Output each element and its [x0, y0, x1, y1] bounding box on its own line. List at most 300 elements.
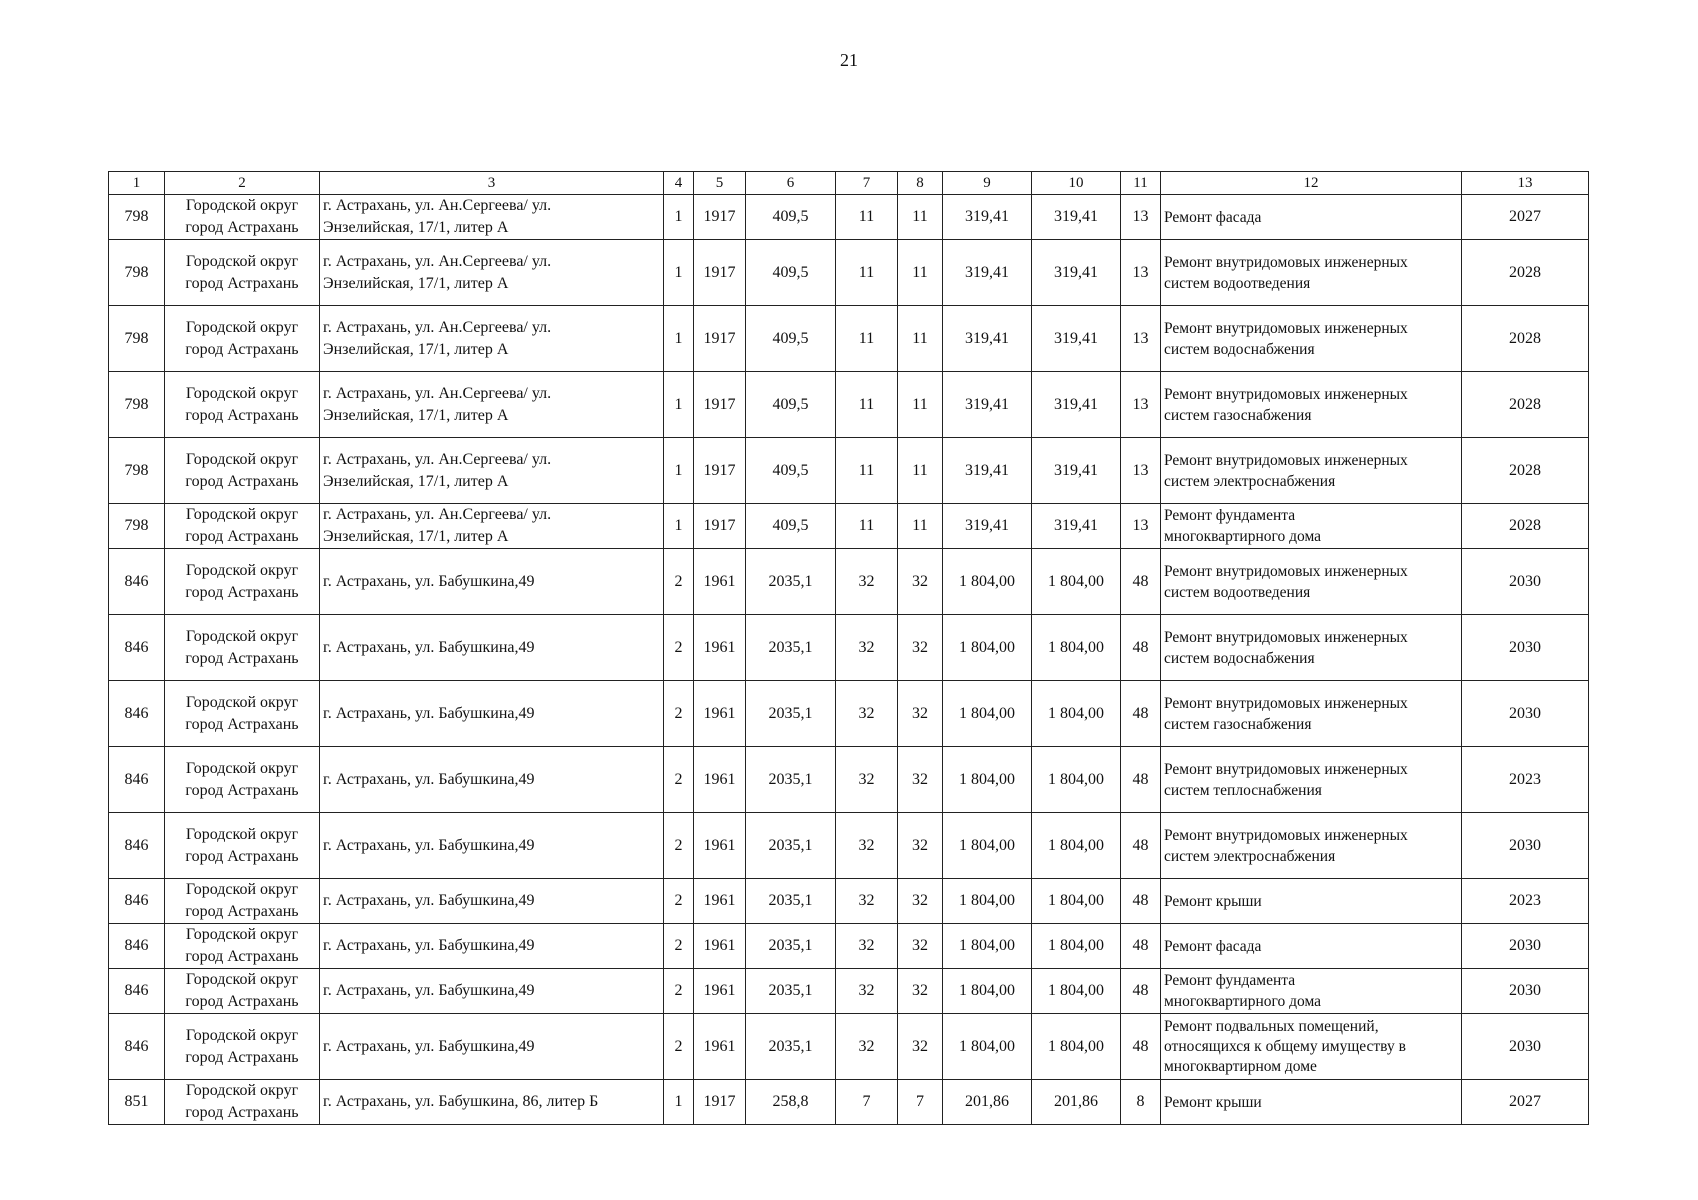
- col10-cell-line: 1 804,00: [1048, 937, 1104, 954]
- area-cell-line: 2035,1: [768, 638, 813, 656]
- column-header: 12: [1161, 172, 1462, 195]
- address-cell-line: г. Астрахань, ул. Бабушкина,49: [323, 982, 535, 999]
- col9-cell: [943, 372, 1032, 438]
- col10-cell: [1032, 969, 1121, 1014]
- col9-cell: [943, 306, 1032, 372]
- municipality-cell-line: Городской округ: [185, 450, 299, 468]
- area-cell: [746, 813, 836, 879]
- col9-cell-line: 1 804,00: [959, 892, 1015, 909]
- work-type-cell-line: систем электроснабжения: [1164, 472, 1336, 490]
- col8-cell-line: 32: [912, 704, 928, 722]
- col9-cell: [943, 1080, 1032, 1125]
- col4-cell-line: 2: [674, 770, 683, 788]
- year-cell: [694, 879, 746, 924]
- col8-cell-line: 32: [912, 937, 928, 954]
- address-cell: [320, 924, 664, 969]
- area-cell-line: 409,5: [772, 329, 809, 347]
- col11-cell-line: 8: [1136, 1093, 1145, 1110]
- plan-year-cell-line: 2030: [1509, 572, 1541, 590]
- col9-cell-line: 1 804,00: [959, 937, 1015, 954]
- col8-cell-line: 32: [912, 638, 928, 656]
- work-type-cell: [1161, 549, 1462, 615]
- year-cell-line: 1961: [703, 937, 736, 954]
- col9-cell: [943, 438, 1032, 504]
- col7-cell-line: 32: [858, 836, 875, 854]
- table-row: [109, 879, 1589, 924]
- col4-cell: [664, 306, 694, 372]
- col7-cell-line: 32: [858, 892, 875, 909]
- municipality-cell-line: город Астрахань: [185, 406, 299, 424]
- municipality-cell-line: город Астрахань: [185, 1104, 299, 1121]
- work-type-cell: [1161, 240, 1462, 306]
- col4-cell: [664, 681, 694, 747]
- col8-cell: [898, 813, 943, 879]
- col4-cell: [664, 969, 694, 1014]
- address-cell-line: Энзелийская, 17/1, литер А: [323, 406, 509, 424]
- year-cell-line: 1961: [703, 770, 736, 788]
- row-number-cell: [109, 615, 165, 681]
- year-cell: [694, 306, 746, 372]
- col9-cell-line: 319,41: [965, 263, 1009, 281]
- col10-cell-line: 319,41: [1054, 329, 1098, 347]
- col4-cell-line: 2: [674, 937, 683, 954]
- col10-cell: [1032, 1080, 1121, 1125]
- plan-year-cell-line: 2028: [1509, 517, 1541, 534]
- area-cell-line: 2035,1: [768, 704, 813, 722]
- plan-year-cell-line: 2027: [1509, 208, 1541, 225]
- plan-year-cell: [1462, 549, 1589, 615]
- municipality-cell-line: Городской округ: [185, 384, 299, 402]
- plan-year-cell-line: 2030: [1509, 704, 1541, 722]
- address-cell: [320, 747, 664, 813]
- col7-cell: [836, 306, 898, 372]
- col11-cell: [1121, 924, 1161, 969]
- area-cell-line: 2035,1: [768, 1037, 813, 1055]
- address-cell-line: г. Астрахань, ул. Ан.Сергеева/ ул.: [323, 197, 552, 214]
- col7-cell-line: 11: [858, 461, 875, 479]
- col7-cell: [836, 372, 898, 438]
- col11-cell: [1121, 813, 1161, 879]
- work-type-cell: [1161, 438, 1462, 504]
- municipality-cell-line: город Астрахань: [185, 219, 299, 236]
- year-cell: [694, 438, 746, 504]
- col7-cell: [836, 549, 898, 615]
- work-type-cell: [1161, 372, 1462, 438]
- plan-year-cell: [1462, 681, 1589, 747]
- col10-cell: [1032, 681, 1121, 747]
- area-cell: [746, 372, 836, 438]
- col10-cell-line: 319,41: [1054, 395, 1098, 413]
- page-number: 21: [840, 50, 858, 70]
- address-cell: [320, 372, 664, 438]
- col8-cell: [898, 195, 943, 240]
- area-cell-line: 409,5: [772, 263, 809, 281]
- col11-cell: [1121, 1080, 1161, 1125]
- col9-cell: [943, 195, 1032, 240]
- address-cell-line: Энзелийская, 17/1, литер А: [323, 528, 509, 545]
- col7-cell: [836, 195, 898, 240]
- col7-cell: [836, 240, 898, 306]
- row-number-cell-line: 846: [124, 982, 149, 999]
- plan-year-cell-line: 2028: [1509, 263, 1541, 281]
- col11-cell-line: 48: [1132, 1037, 1149, 1055]
- plan-year-cell: [1462, 615, 1589, 681]
- col11-cell-line: 13: [1132, 395, 1149, 413]
- municipality-cell: [165, 924, 320, 969]
- plan-year-cell-line: 2023: [1509, 892, 1541, 909]
- col4-cell-line: 1: [674, 517, 683, 534]
- col11-cell: [1121, 615, 1161, 681]
- col10-cell-line: 319,41: [1054, 208, 1098, 225]
- work-type-cell-line: многоквартирного дома: [1164, 528, 1322, 545]
- address-cell: [320, 681, 664, 747]
- area-cell: [746, 879, 836, 924]
- col8-cell-line: 11: [912, 329, 928, 347]
- col8-cell-line: 7: [916, 1093, 924, 1110]
- row-number-cell-line: 798: [124, 517, 149, 534]
- col10-cell: [1032, 504, 1121, 549]
- row-number-cell-line: 851: [124, 1093, 149, 1110]
- col11-cell-line: 48: [1132, 638, 1149, 656]
- col8-cell-line: 11: [912, 263, 928, 281]
- row-number-cell: [109, 879, 165, 924]
- col7-cell-line: 32: [858, 704, 875, 722]
- col9-cell-line: 319,41: [965, 329, 1009, 347]
- col11-cell-line: 48: [1132, 937, 1149, 954]
- col10-cell-line: 1 804,00: [1048, 572, 1104, 590]
- row-number-cell: [109, 504, 165, 549]
- year-cell-line: 1961: [703, 704, 736, 722]
- column-header: 11: [1121, 172, 1161, 195]
- col8-cell: [898, 924, 943, 969]
- col11-cell-line: 48: [1132, 982, 1149, 999]
- municipality-cell-line: Городской округ: [185, 881, 299, 898]
- municipality-cell-line: Городской округ: [185, 318, 299, 336]
- col8-cell: [898, 240, 943, 306]
- row-number-cell-line: 846: [124, 638, 149, 656]
- col7-cell: [836, 747, 898, 813]
- plan-year-cell: [1462, 879, 1589, 924]
- col9-cell: [943, 747, 1032, 813]
- col8-cell: [898, 1080, 943, 1125]
- address-cell-line: Энзелийская, 17/1, литер А: [323, 340, 509, 358]
- col4-cell: [664, 1080, 694, 1125]
- plan-year-cell: [1462, 195, 1589, 240]
- municipality-cell-line: город Астрахань: [185, 472, 299, 490]
- address-cell: [320, 615, 664, 681]
- plan-year-cell-line: 2023: [1509, 770, 1541, 788]
- work-type-cell: [1161, 195, 1462, 240]
- col11-cell-line: 13: [1132, 329, 1149, 347]
- municipality-cell-line: Городской округ: [185, 693, 299, 711]
- plan-year-cell-line: 2028: [1509, 329, 1541, 347]
- col11-cell-line: 48: [1132, 770, 1149, 788]
- column-header: 1: [109, 172, 165, 195]
- col10-cell: [1032, 879, 1121, 924]
- area-cell-line: 2035,1: [768, 982, 813, 999]
- year-cell-line: 1917: [703, 263, 736, 281]
- row-number-cell-line: 798: [124, 263, 149, 281]
- col9-cell-line: 201,86: [965, 1093, 1009, 1110]
- row-number-cell: [109, 747, 165, 813]
- area-cell-line: 409,5: [772, 517, 809, 534]
- address-cell: [320, 879, 664, 924]
- row-number-cell-line: 846: [124, 1037, 149, 1055]
- col9-cell-line: 1 804,00: [959, 638, 1015, 656]
- area-cell: [746, 195, 836, 240]
- municipality-cell: [165, 969, 320, 1014]
- col10-cell-line: 1 804,00: [1048, 982, 1104, 999]
- col4-cell: [664, 549, 694, 615]
- municipality-cell-line: Городской округ: [185, 926, 299, 943]
- column-header: 5: [694, 172, 746, 195]
- work-type-cell-line: систем водоснабжения: [1164, 340, 1315, 358]
- col11-cell-line: 48: [1132, 836, 1149, 854]
- work-type-cell-line: Ремонт фасада: [1164, 937, 1262, 955]
- work-type-cell-line: Ремонт внутридомовых инженерных: [1164, 760, 1408, 778]
- municipality-cell-line: город Астрахань: [185, 847, 299, 865]
- col10-cell-line: 1 804,00: [1048, 638, 1104, 656]
- col10-cell: [1032, 813, 1121, 879]
- municipality-cell: [165, 504, 320, 549]
- municipality-cell: [165, 1080, 320, 1125]
- column-header: 4: [664, 172, 694, 195]
- municipality-cell-line: Городской округ: [185, 561, 299, 579]
- col4-cell: [664, 504, 694, 549]
- col9-cell-line: 319,41: [965, 517, 1009, 534]
- work-type-cell-line: систем газоснабжения: [1164, 715, 1312, 733]
- col8-cell-line: 11: [912, 461, 928, 479]
- row-number-cell-line: 798: [124, 395, 149, 413]
- plan-year-cell: [1462, 1080, 1589, 1125]
- col7-cell-line: 11: [858, 208, 875, 225]
- row-number-cell-line: 798: [124, 208, 149, 225]
- area-cell: [746, 549, 836, 615]
- address-cell-line: г. Астрахань, ул. Бабушкина,49: [323, 572, 535, 590]
- work-type-cell-line: Ремонт фасада: [1164, 208, 1262, 226]
- column-number-row: [109, 172, 1589, 195]
- row-number-cell: [109, 438, 165, 504]
- area-cell: [746, 681, 836, 747]
- col8-cell: [898, 504, 943, 549]
- plan-year-cell-line: 2027: [1509, 1093, 1541, 1110]
- year-cell: [694, 747, 746, 813]
- col8-cell-line: 32: [912, 892, 928, 909]
- col10-cell-line: 1 804,00: [1048, 1037, 1104, 1055]
- col9-cell: [943, 1014, 1032, 1080]
- col8-cell: [898, 549, 943, 615]
- municipality-cell: [165, 615, 320, 681]
- row-number-cell-line: 846: [124, 937, 149, 954]
- work-type-cell: [1161, 969, 1462, 1014]
- col11-cell: [1121, 195, 1161, 240]
- area-cell: [746, 969, 836, 1014]
- work-type-cell: [1161, 1014, 1462, 1080]
- col7-cell: [836, 681, 898, 747]
- area-cell: [746, 747, 836, 813]
- work-type-cell-line: многоквартирного дома: [1164, 993, 1322, 1010]
- work-type-cell: [1161, 924, 1462, 969]
- col8-cell-line: 32: [912, 836, 928, 854]
- area-cell-line: 409,5: [772, 395, 809, 413]
- row-number-cell: [109, 681, 165, 747]
- work-type-cell-line: Ремонт фундамента: [1164, 507, 1296, 524]
- table-row: [109, 681, 1589, 747]
- row-number-cell: [109, 240, 165, 306]
- table-row: [109, 747, 1589, 813]
- col4-cell-line: 1: [674, 208, 683, 225]
- municipality-cell: [165, 240, 320, 306]
- work-type-cell-line: систем электроснабжения: [1164, 847, 1336, 865]
- address-cell-line: г. Астрахань, ул. Бабушкина,49: [323, 1037, 535, 1055]
- work-type-cell-line: Ремонт подвальных помещений,: [1164, 1017, 1379, 1035]
- col9-cell-line: 1 804,00: [959, 1037, 1015, 1055]
- col11-cell-line: 13: [1132, 208, 1149, 225]
- col9-cell-line: 319,41: [965, 461, 1009, 479]
- address-cell-line: г. Астрахань, ул. Ан.Сергеева/ ул.: [323, 384, 552, 402]
- address-cell: [320, 240, 664, 306]
- col4-cell: [664, 1014, 694, 1080]
- municipality-cell: [165, 438, 320, 504]
- col10-cell-line: 1 804,00: [1048, 770, 1104, 788]
- col9-cell: [943, 879, 1032, 924]
- area-cell-line: 2035,1: [768, 770, 813, 788]
- col10-cell: [1032, 195, 1121, 240]
- municipality-cell: [165, 681, 320, 747]
- col10-cell: [1032, 438, 1121, 504]
- col7-cell: [836, 1080, 898, 1125]
- col9-cell: [943, 924, 1032, 969]
- col11-cell: [1121, 240, 1161, 306]
- col11-cell-line: 48: [1132, 704, 1149, 722]
- col9-cell-line: 1 804,00: [959, 704, 1015, 722]
- table-row: [109, 306, 1589, 372]
- row-number-cell-line: 846: [124, 572, 149, 590]
- plan-year-cell-line: 2028: [1509, 461, 1541, 479]
- col7-cell: [836, 969, 898, 1014]
- col4-cell: [664, 747, 694, 813]
- col9-cell: [943, 813, 1032, 879]
- col4-cell: [664, 195, 694, 240]
- address-cell-line: Энзелийская, 17/1, литер А: [323, 219, 509, 236]
- col11-cell: [1121, 969, 1161, 1014]
- column-header: 8: [898, 172, 943, 195]
- address-cell-line: Энзелийская, 17/1, литер А: [323, 274, 509, 292]
- municipality-cell-line: город Астрахань: [185, 274, 299, 292]
- col4-cell-line: 2: [674, 1037, 683, 1055]
- year-cell: [694, 240, 746, 306]
- col4-cell-line: 1: [674, 263, 683, 281]
- municipality-cell-line: Городской округ: [185, 971, 299, 988]
- col7-cell: [836, 438, 898, 504]
- col4-cell: [664, 879, 694, 924]
- col4-cell-line: 1: [674, 461, 683, 479]
- table-row: [109, 813, 1589, 879]
- municipality-cell-line: Городской округ: [185, 759, 299, 777]
- work-type-cell-line: Ремонт внутридомовых инженерных: [1164, 628, 1408, 646]
- plan-year-cell: [1462, 306, 1589, 372]
- work-type-cell: [1161, 1080, 1462, 1125]
- work-type-cell-line: Ремонт внутридомовых инженерных: [1164, 562, 1408, 580]
- work-type-cell-line: относящихся к общему имуществу в: [1164, 1037, 1406, 1055]
- col8-cell: [898, 681, 943, 747]
- municipality-cell: [165, 195, 320, 240]
- table-body: [109, 195, 1589, 1125]
- col4-cell-line: 2: [674, 572, 683, 590]
- plan-year-cell-line: 2030: [1509, 937, 1541, 954]
- work-type-cell: [1161, 681, 1462, 747]
- row-number-cell: [109, 924, 165, 969]
- table-row: [109, 195, 1589, 240]
- col11-cell: [1121, 1014, 1161, 1080]
- col7-cell: [836, 813, 898, 879]
- col7-cell: [836, 879, 898, 924]
- col4-cell-line: 2: [674, 982, 683, 999]
- col9-cell: [943, 240, 1032, 306]
- col10-cell: [1032, 549, 1121, 615]
- col10-cell-line: 1 804,00: [1048, 704, 1104, 722]
- municipality-cell-line: Городской округ: [185, 252, 299, 270]
- area-cell-line: 2035,1: [768, 892, 813, 909]
- col10-cell: [1032, 924, 1121, 969]
- work-type-cell-line: Ремонт фундамента: [1164, 972, 1296, 989]
- municipality-cell: [165, 879, 320, 924]
- col7-cell-line: 11: [858, 329, 875, 347]
- municipality-cell-line: Городской округ: [185, 627, 299, 645]
- row-number-cell-line: 846: [124, 892, 149, 909]
- col9-cell: [943, 504, 1032, 549]
- area-cell: [746, 1080, 836, 1125]
- address-cell: [320, 813, 664, 879]
- year-cell-line: 1917: [703, 461, 736, 479]
- col7-cell-line: 32: [858, 937, 875, 954]
- table-row: [109, 504, 1589, 549]
- row-number-cell: [109, 813, 165, 879]
- work-type-cell: [1161, 813, 1462, 879]
- plan-year-cell: [1462, 504, 1589, 549]
- year-cell: [694, 969, 746, 1014]
- row-number-cell: [109, 1014, 165, 1080]
- work-type-cell-line: систем водоснабжения: [1164, 649, 1315, 667]
- work-type-cell-line: Ремонт внутридомовых инженерных: [1164, 253, 1408, 271]
- col10-cell-line: 201,86: [1054, 1093, 1098, 1110]
- municipality-cell-line: Городской округ: [185, 1026, 299, 1044]
- area-cell: [746, 924, 836, 969]
- municipality-cell: [165, 372, 320, 438]
- column-header: 7: [836, 172, 898, 195]
- plan-year-cell-line: 2030: [1509, 982, 1541, 999]
- col11-cell: [1121, 306, 1161, 372]
- table-row: [109, 372, 1589, 438]
- repair-registry-table: [108, 171, 1589, 1125]
- col4-cell: [664, 813, 694, 879]
- col7-cell: [836, 924, 898, 969]
- municipality-cell-line: город Астрахань: [185, 528, 299, 545]
- col10-cell: [1032, 747, 1121, 813]
- work-type-cell: [1161, 615, 1462, 681]
- row-number-cell: [109, 372, 165, 438]
- address-cell-line: г. Астрахань, ул. Бабушкина,49: [323, 836, 535, 854]
- row-number-cell: [109, 969, 165, 1014]
- col8-cell-line: 32: [912, 982, 928, 999]
- plan-year-cell-line: 2028: [1509, 395, 1541, 413]
- col7-cell: [836, 504, 898, 549]
- municipality-cell-line: Городской округ: [185, 506, 299, 523]
- column-header: 3: [320, 172, 664, 195]
- municipality-cell-line: город Астрахань: [185, 1048, 299, 1066]
- plan-year-cell: [1462, 1014, 1589, 1080]
- address-cell-line: г. Астрахань, ул. Бабушкина,49: [323, 704, 535, 722]
